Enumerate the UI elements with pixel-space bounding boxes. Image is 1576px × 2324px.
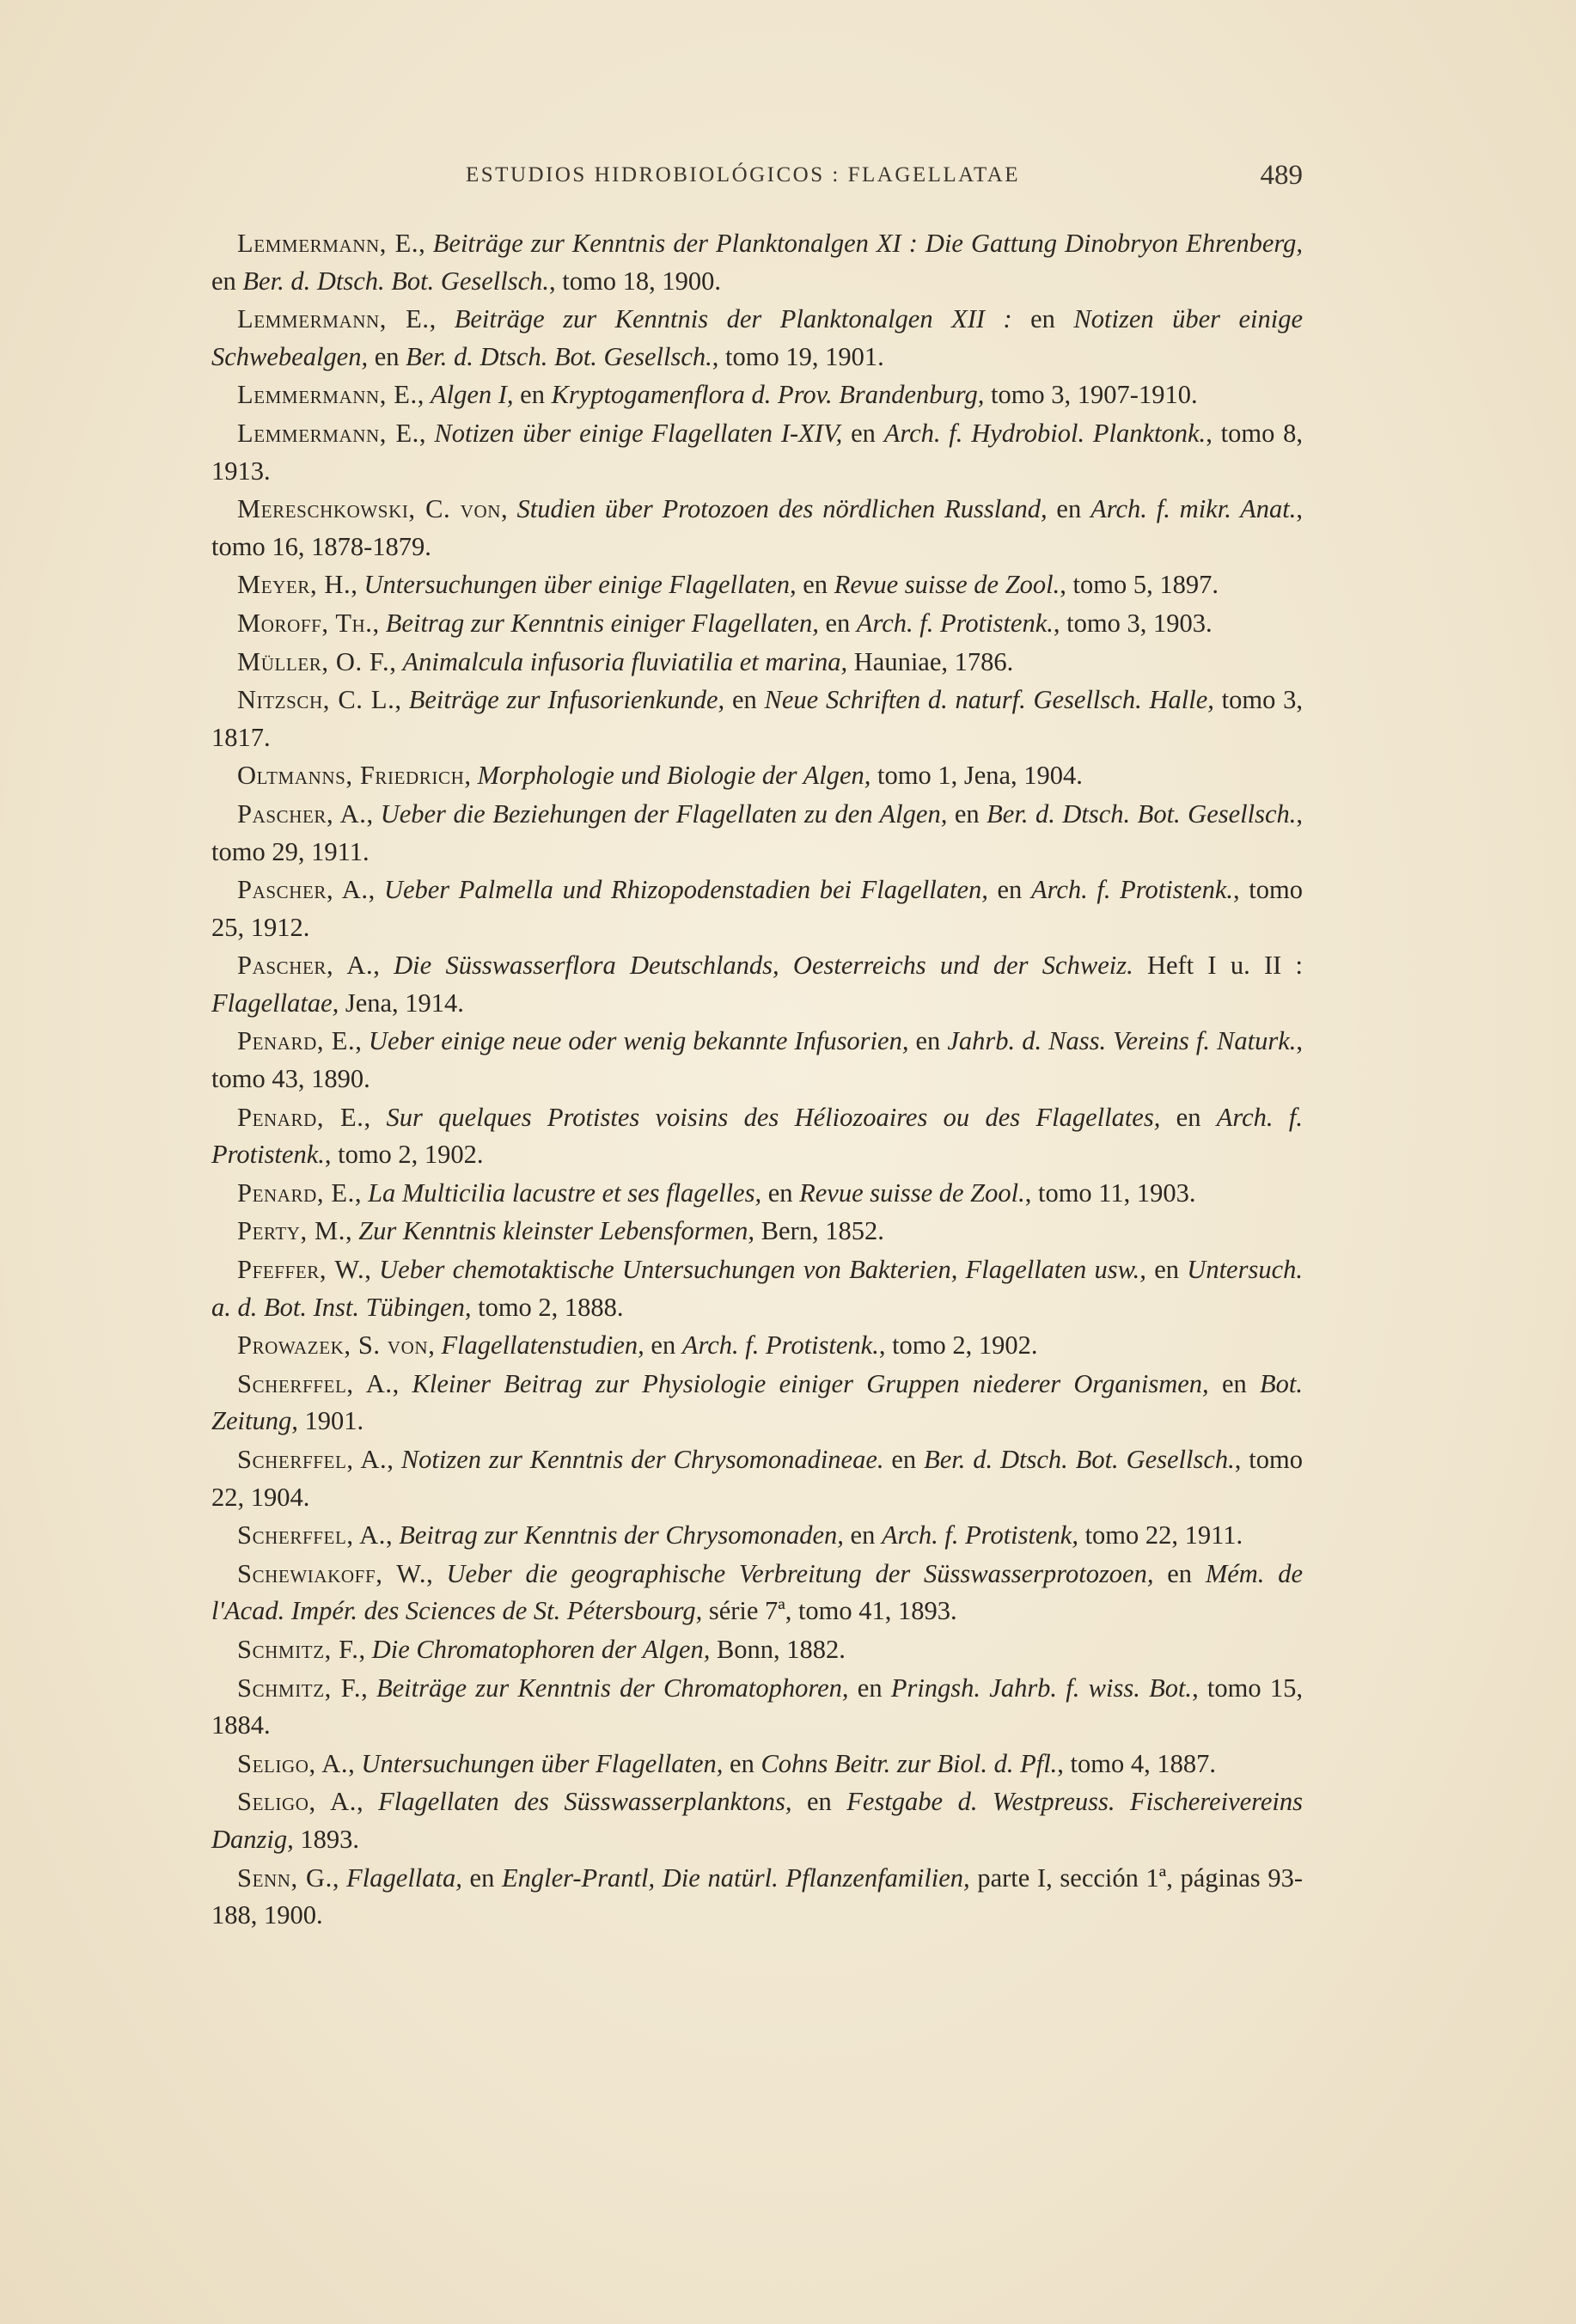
reference-entry <box>211 605 1303 643</box>
reference-text: , tomo 16, 1878-1879. <box>211 494 1303 561</box>
reference-text: tomo 2, 1888. <box>471 1292 624 1322</box>
reference-author: Müller, O. F. <box>237 646 390 676</box>
reference-text: , <box>389 646 403 676</box>
reference-entry <box>211 1860 1303 1935</box>
reference-title: Untersuchungen über Flagellaten, <box>361 1748 724 1778</box>
reference-title: Flagellatae, <box>211 988 339 1018</box>
reference-text: , <box>363 1102 387 1132</box>
reference-title: Arch. f. mikr. Anat. <box>1090 494 1297 524</box>
reference-text: , <box>355 1026 369 1056</box>
reference-text: en <box>796 570 834 600</box>
reference-author: Seligo, A. <box>237 1748 349 1778</box>
reference-text: , tomo 2, 1902. <box>324 1140 484 1170</box>
reference-text: , <box>373 951 394 981</box>
reference-text: en <box>947 798 987 829</box>
reference-author: Scherffel, A. <box>237 1368 393 1398</box>
reference-text: , <box>351 570 364 600</box>
reference-author: Nitzsch, C. L. <box>237 685 395 715</box>
reference-entry <box>211 1556 1303 1630</box>
reference-text: en <box>987 875 1031 905</box>
reference-text: en <box>513 380 552 410</box>
reference-entry <box>211 872 1303 946</box>
reference-text: en <box>1011 304 1074 334</box>
reference-author: Oltmanns, Friedrich <box>237 761 465 791</box>
reference-text: 1893. <box>293 1824 359 1854</box>
reference-author: Mereschkowski, C. von <box>237 494 502 524</box>
reference-author: Perty, M. <box>237 1216 345 1246</box>
reference-title: Beitrag zur Kenntnis einiger Flagellaten, <box>385 608 819 638</box>
reference-text: , <box>386 1520 400 1550</box>
reference-title: Die Süsswasserflora Deutschlands, Oesterreichs und der Schweiz. <box>394 951 1133 981</box>
reference-text: en <box>644 1330 682 1361</box>
reference-author: Penard, E. <box>237 1102 364 1132</box>
reference-title: Beiträge zur Kenntnis der Planktonalgen XI : Die Gattung Dinobryon Ehrenberg, <box>432 229 1303 258</box>
reference-text: en <box>724 685 765 715</box>
reference-entry <box>211 644 1303 682</box>
reference-text: en <box>908 1026 948 1056</box>
reference-title: Beiträge zur Kenntnis der Chromatophoren, <box>376 1673 849 1703</box>
reference-title: Notizen zur Kenntnis der Chrysomonadineae. <box>400 1445 884 1474</box>
reference-title: Die Chromatophoren der Algen, <box>371 1634 711 1664</box>
reference-text: , tomo 19, 1901. <box>712 341 884 371</box>
reference-entry <box>211 1517 1303 1555</box>
reference-author: Senn, G. <box>237 1862 333 1893</box>
reference-text: tomo 3, 1817. <box>211 685 1303 752</box>
reference-text: en <box>842 418 884 448</box>
reference-text: en <box>848 1673 891 1703</box>
reference-text: , <box>372 608 386 638</box>
reference-title: Ber. d. Dtsch. Bot. Gesellsch. <box>242 266 550 296</box>
reference-text: en <box>461 1862 502 1893</box>
reference-text: , <box>366 798 381 829</box>
reference-text: en <box>761 1177 800 1208</box>
reference-text: en <box>368 341 406 371</box>
reference-entry <box>211 796 1303 871</box>
reference-author: Schmitz, F. <box>237 1634 359 1664</box>
reference-text: Hauniae, 1786. <box>847 646 1014 676</box>
reference-entry <box>211 566 1303 604</box>
reference-title: Beiträge zur Kenntnis der Planktonalgen XII : <box>454 304 1012 334</box>
reference-text: en <box>818 608 857 638</box>
reference-text: , <box>429 304 455 334</box>
reference-title: Kleiner Beitrag zur Physiologie einiger Gruppen niederer Organismen, <box>412 1368 1209 1398</box>
reference-title: Flagellata, <box>346 1862 462 1893</box>
reference-text: , tomo 11, 1903. <box>1024 1177 1196 1208</box>
reference-text: en <box>1047 494 1091 524</box>
page-header <box>211 160 1303 198</box>
reference-author: Penard, E. <box>237 1026 356 1056</box>
reference-text: en <box>1145 1255 1188 1285</box>
reference-title: Engler-Prantl, Die natürl. Pflanzenfamilien, <box>502 1862 970 1893</box>
bibliography-list <box>211 225 1303 1936</box>
reference-author: Scherffel, A. <box>237 1520 387 1550</box>
reference-title: Arch. f. Protistenk. <box>1030 875 1234 905</box>
reference-title: Arch. f. Hydrobiol. Planktonk. <box>883 418 1206 448</box>
reference-entry <box>211 1023 1303 1098</box>
reference-title: Untersuchungen über einige Flagellaten, <box>363 570 797 600</box>
reference-text: Bonn, 1882. <box>710 1634 846 1664</box>
reference-entry <box>211 947 1303 1022</box>
reference-author: Pascher, A. <box>237 875 369 905</box>
reference-text: , <box>348 1748 362 1778</box>
reference-text: , <box>426 1558 447 1588</box>
reference-text: , tomo 8, 1913. <box>211 418 1304 486</box>
reference-author: Pfeffer, W. <box>237 1255 365 1285</box>
reference-text: , <box>387 1445 401 1474</box>
reference-title: Revue suisse de Zool. <box>834 570 1060 600</box>
reference-title: Ber. d. Dtsch. Bot. Gesellsch. <box>987 798 1297 829</box>
reference-entry <box>211 1670 1303 1745</box>
reference-text: , <box>394 685 409 715</box>
reference-author: Lemmermann, E. <box>237 229 419 258</box>
reference-entry <box>211 1366 1303 1440</box>
reference-text: , tomo 43, 1890. <box>211 1026 1303 1094</box>
reference-text: , tomo 5, 1897. <box>1060 570 1219 600</box>
reference-text: , tomo 15, 1884. <box>211 1673 1303 1740</box>
reference-text: en <box>1160 1102 1217 1132</box>
reference-author: Scherffel, A. <box>237 1445 388 1474</box>
reference-title: La Multicilia lacustre et ses flagelles, <box>368 1177 762 1208</box>
reference-title: Animalcula infusoria fluviatilia et marina, <box>402 646 848 676</box>
reference-title: Pringsh. Jahrb. f. wiss. Bot. <box>890 1673 1193 1703</box>
reference-title: Ueber die Beziehungen der Flagellaten zu den Algen, <box>380 798 948 829</box>
reference-text: , <box>345 1216 359 1246</box>
reference-author: Moroff, Th. <box>237 608 373 638</box>
reference-text: , <box>418 418 435 448</box>
reference-text: , <box>418 229 433 258</box>
reference-author: Meyer, H. <box>237 570 351 600</box>
reference-title: Ber. d. Dtsch. Bot. Gesellsch. <box>924 1445 1235 1474</box>
reference-text: , tomo 22, 1904. <box>211 1445 1303 1512</box>
reference-text: parte I, sección 1ª, páginas 93-188, 1900. <box>211 1862 1303 1930</box>
reference-title: Arch. f. Protistenk. <box>211 1102 1303 1170</box>
reference-title: Ber. d. Dtsch. Bot. Gesellsch. <box>406 341 712 371</box>
reference-text: , <box>428 1330 442 1361</box>
reference-title: Arch. f. Protistenk, <box>881 1520 1078 1550</box>
reference-entry <box>211 1746 1303 1783</box>
reference-title: Notizen über einige Schwebealgen, <box>211 304 1303 371</box>
reference-title: Jahrb. d. Nass. Vereins f. Naturk. <box>947 1026 1297 1056</box>
reference-author: Penard, E. <box>237 1177 355 1208</box>
reference-entry <box>211 376 1303 414</box>
reference-entry <box>211 1099 1303 1174</box>
reference-text: en <box>843 1520 882 1550</box>
reference-author: Lemmermann, E. <box>237 380 418 410</box>
reference-entry <box>211 1327 1303 1365</box>
reference-entry <box>211 757 1303 795</box>
reference-text: , tomo 29, 1911. <box>211 798 1304 866</box>
reference-title: Bot. Zeitung, <box>211 1368 1303 1436</box>
reference-author: Pascher, A. <box>237 798 367 829</box>
reference-text: , <box>354 1177 369 1208</box>
reference-title: Revue suisse de Zool. <box>799 1177 1025 1208</box>
reference-title: Morphologie und Biologie der Algen, <box>477 761 871 791</box>
reference-text: , tomo 2, 1902. <box>878 1330 1038 1361</box>
running-title: ESTUDIOS HIDROBIOLÓGICOS : FLAGELLATAE <box>466 163 1021 187</box>
reference-entry <box>211 1175 1303 1213</box>
reference-author: Pascher, A. <box>237 951 374 981</box>
reference-author: Schewiakoff, W. <box>237 1558 427 1588</box>
reference-text: , <box>392 1368 412 1398</box>
reference-text: , <box>501 494 517 524</box>
reference-title: Beitrag zur Kenntnis der Chrysomonaden, <box>399 1520 844 1550</box>
reference-entry <box>211 1251 1303 1326</box>
reference-text: , tomo 25, 1912. <box>211 875 1303 942</box>
reference-entry <box>211 491 1303 566</box>
reference-entry <box>211 1631 1303 1669</box>
reference-text: en <box>1208 1368 1261 1398</box>
reference-text: , tomo 4, 1887. <box>1057 1748 1216 1778</box>
reference-text: en <box>883 1445 925 1474</box>
reference-title: Ueber einige neue oder wenig bekannte Infusorien, <box>368 1026 909 1056</box>
reference-entry <box>211 1441 1303 1516</box>
reference-text: , tomo 3, 1903. <box>1053 608 1213 638</box>
reference-title: Kryptogamenflora d. Prov. Brandenburg, <box>551 380 985 410</box>
reference-entry <box>211 415 1303 490</box>
reference-title: Mém. de l'Acad. Impér. des Sciences de St. Pétersbourg, <box>211 1558 1303 1626</box>
reference-text: , tomo 18, 1900. <box>549 266 721 296</box>
reference-text: tomo 3, 1907-1910. <box>984 380 1198 410</box>
reference-text: 1901. <box>297 1406 364 1436</box>
reference-title: Ueber die geographische Verbreitung der Süsswasserprotozoen, <box>446 1558 1154 1588</box>
reference-entry <box>211 1213 1303 1251</box>
reference-text: Jena, 1914. <box>339 988 464 1018</box>
reference-title: Flagellatenstudien, <box>441 1330 644 1361</box>
reference-text: en <box>791 1787 847 1817</box>
reference-text: en <box>211 266 243 296</box>
reference-title: Studien über Protozoen des nördlichen Russland, <box>516 494 1048 524</box>
reference-author: Lemmermann, E. <box>237 418 419 448</box>
reference-text: tomo 22, 1911. <box>1078 1520 1243 1550</box>
reference-text: Heft I u. II : <box>1133 951 1303 981</box>
reference-title: Arch. f. Protistenk. <box>856 608 1054 638</box>
reference-title: Beiträge zur Infusorienkunde, <box>408 685 725 715</box>
reference-text: en <box>1153 1558 1206 1588</box>
reference-entry <box>211 225 1303 300</box>
reference-text: , <box>358 1634 372 1664</box>
reference-entry <box>211 682 1303 756</box>
reference-author: Prowazek, S. von <box>237 1330 429 1361</box>
reference-entry <box>211 301 1303 376</box>
reference-text: , <box>332 1862 347 1893</box>
reference-text: , <box>357 1787 379 1817</box>
reference-title: Untersuch. a. d. Bot. Inst. Tübingen, <box>211 1255 1303 1322</box>
reference-entry <box>211 1783 1303 1858</box>
reference-text: Bern, 1852. <box>754 1216 884 1246</box>
reference-title: Arch. f. Protistenk. <box>681 1330 879 1361</box>
reference-title: Algen I, <box>430 380 514 410</box>
reference-text: en <box>723 1748 761 1778</box>
reference-title: Neue Schriften d. naturf. Gesellsch. Halle, <box>764 685 1214 715</box>
reference-text: , <box>368 875 384 905</box>
reference-title: Flagellaten des Süsswasserplanktons, <box>378 1787 792 1817</box>
reference-author: Lemmermann, E. <box>237 304 430 334</box>
reference-text: , <box>464 761 478 791</box>
reference-text: , <box>364 1255 380 1285</box>
reference-title: Notizen über einige Flagellaten I-XIV, <box>434 418 843 448</box>
reference-title: Festgabe d. Westpreuss. Fischereivereins Danzig, <box>211 1787 1304 1854</box>
page-number: 489 <box>1260 160 1303 191</box>
reference-text: tomo 1, Jena, 1904. <box>870 761 1083 791</box>
reference-author: Seligo, A. <box>237 1787 357 1817</box>
reference-title: Sur quelques Protistes voisins des Héliozoaires ou des Flagellates, <box>386 1102 1161 1132</box>
reference-title: Ueber chemotaktische Untersuchungen von Bakterien, Flagellaten usw., <box>379 1255 1146 1285</box>
reference-title: Zur Kenntnis kleinster Lebensformen, <box>358 1216 755 1246</box>
reference-title: Ueber Palmella und Rhizopodenstadien bei Flagellaten, <box>383 875 988 905</box>
reference-text: , <box>361 1673 376 1703</box>
reference-author: Schmitz, F. <box>237 1673 362 1703</box>
reference-title: Cohns Beitr. zur Biol. d. Pfl. <box>761 1748 1058 1778</box>
reference-text: série 7ª, tomo 41, 1893. <box>702 1596 957 1626</box>
reference-text: , <box>417 380 431 410</box>
